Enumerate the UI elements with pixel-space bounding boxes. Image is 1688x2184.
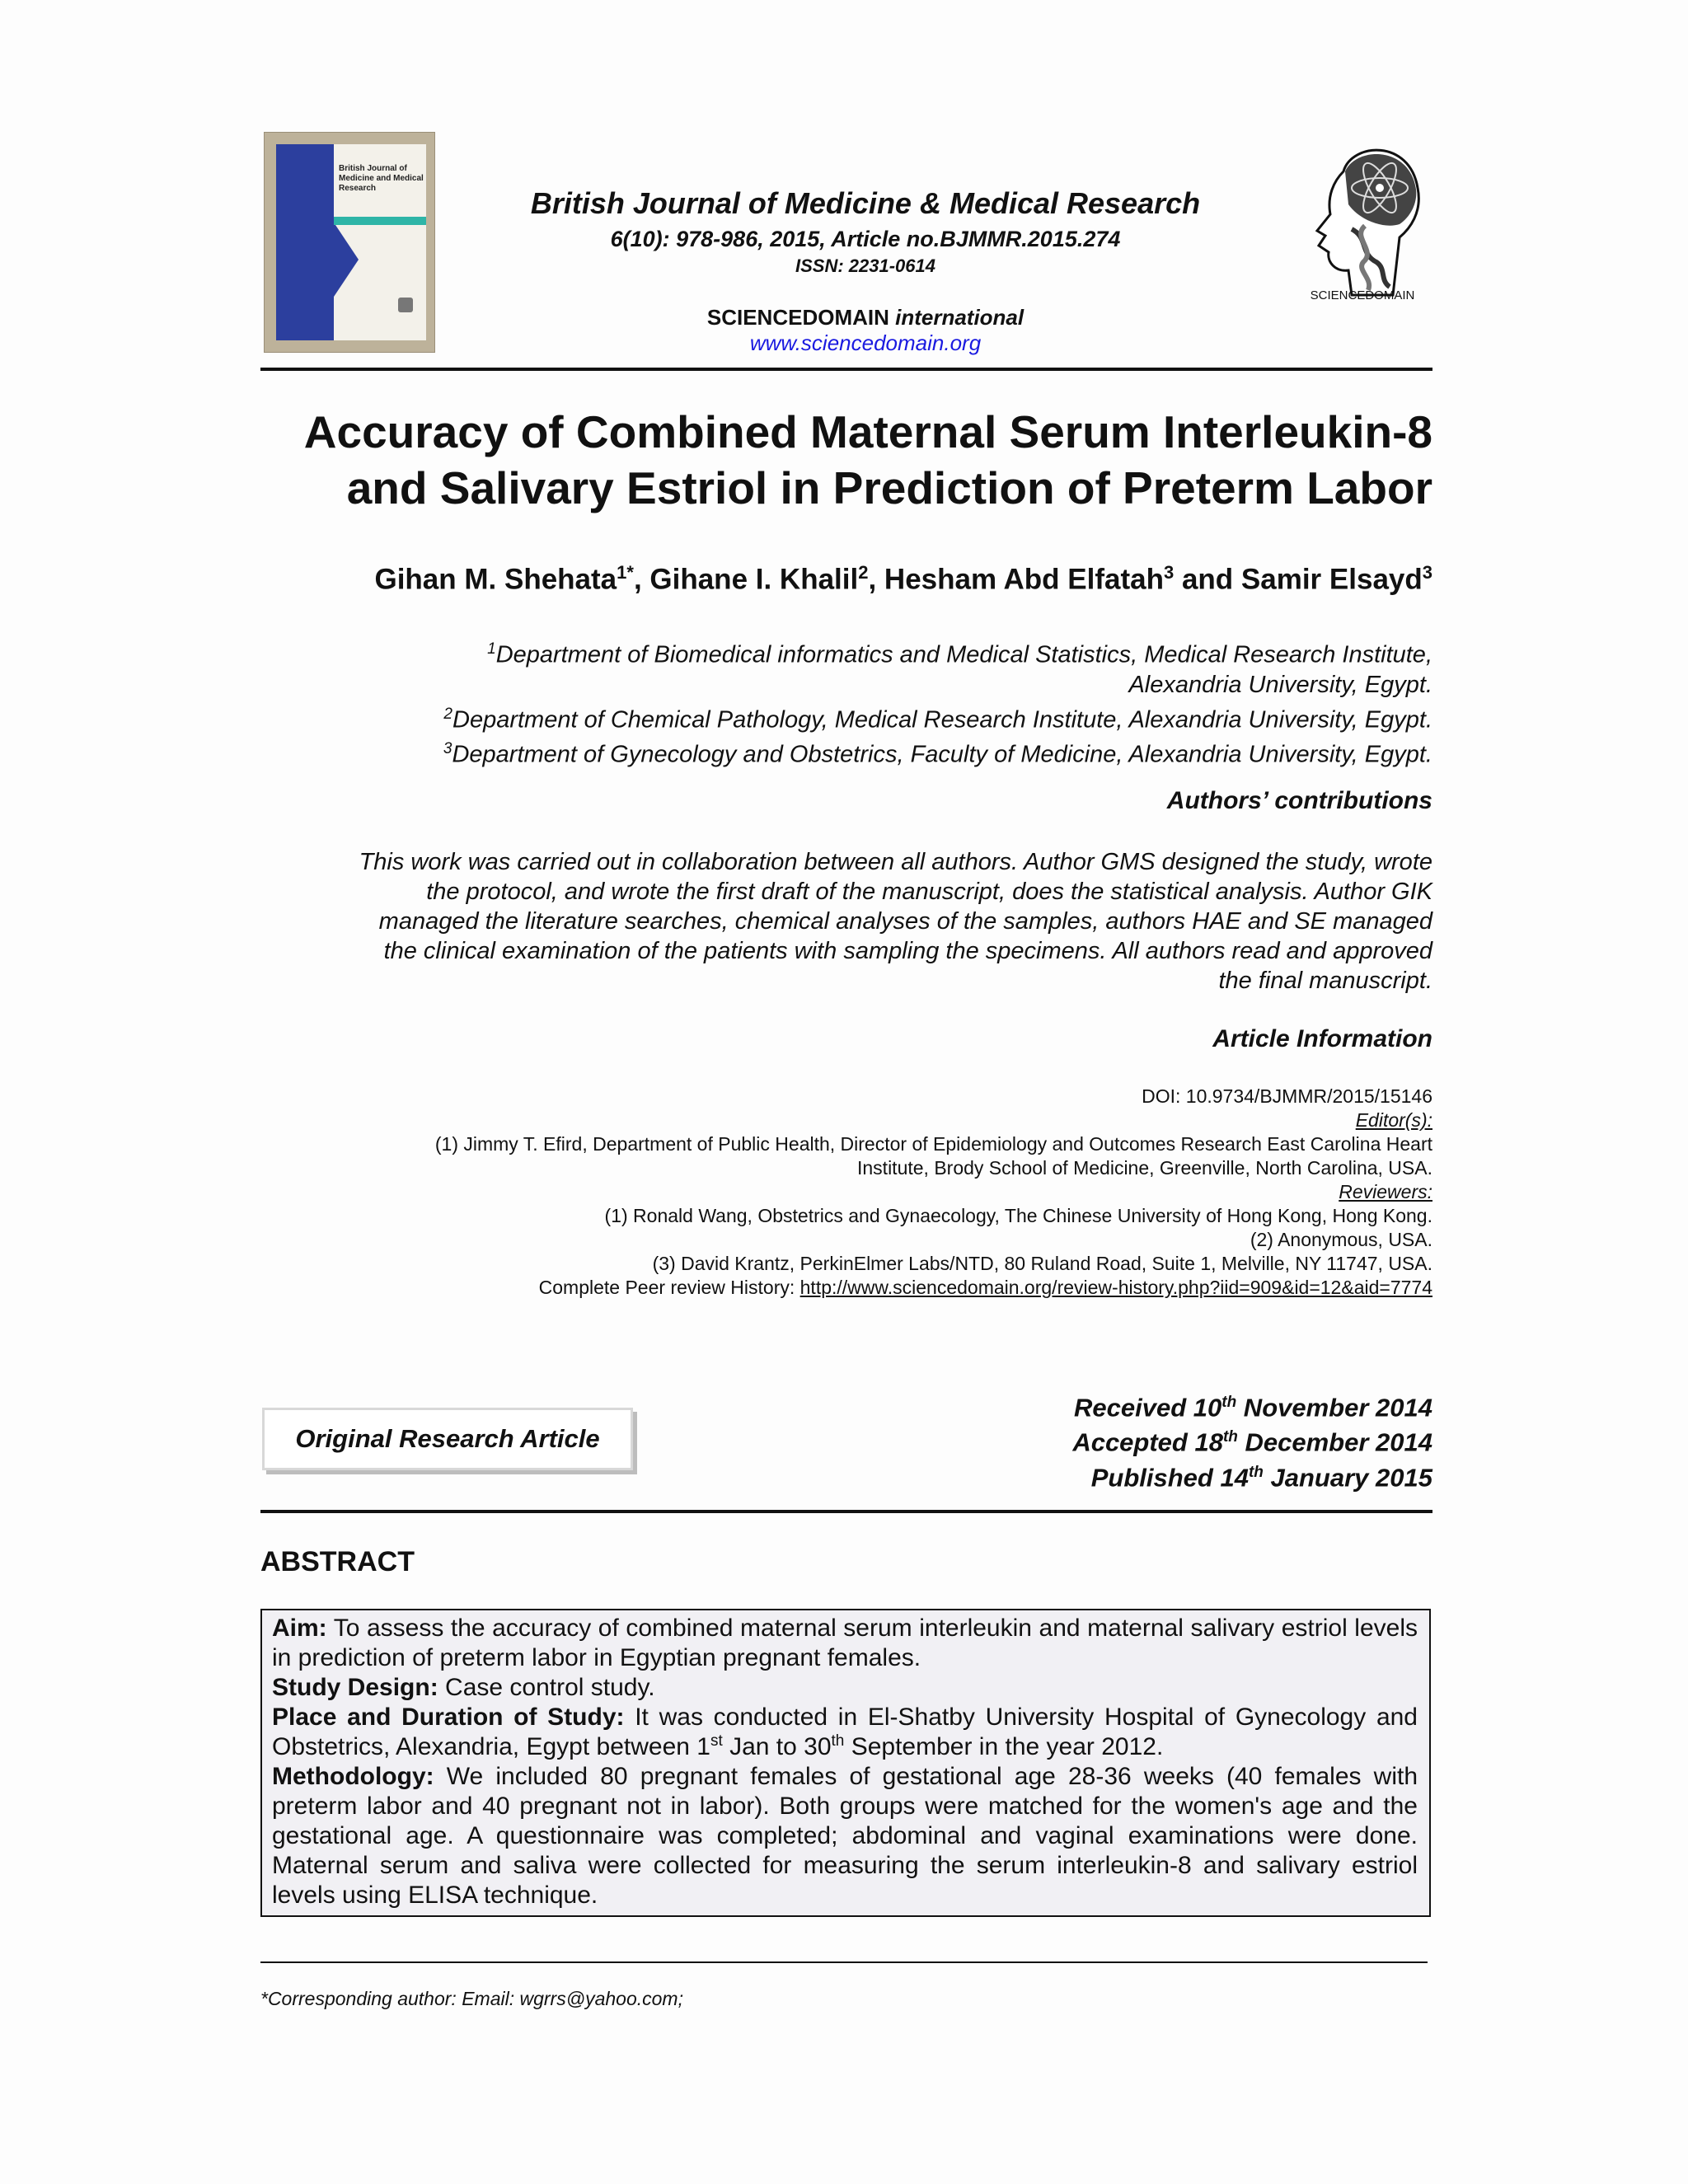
issn: ISSN: 2231-0614 [795, 255, 935, 276]
abstract-place: Place and Duration of Study: It was conducted in El-Shatby University Hospital of Gynecology and Obstetrics, Alexandria, Egypt between 1st Jan to 30th September in the year 2012. [272, 1704, 1418, 1760]
abstract-aim: Aim: To assess the accuracy of combined maternal serum interleukin and maternal salivary estriol levels in prediction of preterm labor in Egyptian pregnant females. [272, 1615, 1418, 1671]
volume-line: 6(10): 978-986, 2015, Article no.BJMMR.2015.274 [610, 227, 1121, 251]
reviewer: (2) Anonymous, USA. [1250, 1229, 1432, 1250]
journal-cover-image [264, 132, 435, 353]
author-list: Gihan M. Shehata$^{1*}$, Gihane I. Khalil$^2$, Hesham Abd Elfatah$^3$ and Samir Elsayd$^3$ [374, 562, 1432, 596]
abstract-heading: ABSTRACT [260, 1546, 415, 1577]
reviewer: (3) David Krantz, PerkinElmer Labs/NTD, 80 Ruland Road, Suite 1, Melville, NY 11747, USA. [652, 1253, 1432, 1274]
journal-title: British Journal of Medicine & Medical Research [530, 186, 1201, 220]
affiliation: $^1$Department of Biomedical informatics and Medical Statistics, Medical Research Institute, Alexandria University, Egypt. $^2$Department of Chemical Pathology, Medical Research Institute, Alexandria University, Egypt. $^3$Department of Gynecology and Obstetrics, Faculty of Medicine, Alexandria University, Egypt. [443, 640, 1432, 768]
article-title: Accuracy of Combined Maternal Serum Interleukin-8 and Salivary Estriol in Prediction of Preterm Labor [303, 406, 1432, 513]
publication-dates [907, 1388, 1432, 1493]
editors-label: Editor(s): [1355, 1109, 1432, 1131]
received-date: Received 10th November 2014 [1074, 1393, 1432, 1422]
review-history: Complete Peer review History: http://www.sciencedomain.org/review-history.php?iid=909&id=12&aid=7774 [538, 1277, 1432, 1298]
reviewer: (1) Ronald Wang, Obstetrics and Gynaecology, The Chinese University of Hong Kong, Hong Kong. [604, 1205, 1432, 1226]
cover-emblem-icon [398, 298, 413, 312]
article-info: DOI: 10.9734/BJMMR/2015/15146 Editor(s): (1) Jimmy T. Efird, Department of Public Health, Director of Epidemiology and Outcomes Research East Carolina Heart Institute, Brody School of Medicine, Greenville, North Carolina, USA. Reviewers: (1) Ronald Wang, Obstetrics and Gynaecology, The Chinese University of Hong Kong, Hong Kong. (2) Anonymous, USA. (3) David Krantz, PerkinElmer Labs/NTD, 80 Ruland Road, Suite 1, Melville, NY 11747, USA. Complete Peer review History: http://www.sciencedomain.org/review-history.php?iid=909&id=12&aid=7774 [260, 1085, 1432, 1300]
author: Samir Elsayd [1240, 563, 1423, 596]
contributions-text: This work was carried out in collaboration between all authors. Author GMS designed the study, wrote the protocol, and wrote the first draft of the manuscript, does the statistical analysis. Author GIK managed the literature searches, chemical analyses of the samples, authors HAE and SE managed the clinical examination of the patients with sampling the specimens. All authors read and approved the final manuscript. [359, 849, 1432, 994]
publisher-url-link[interactable]: www.sciencedomain.org [749, 330, 982, 355]
abstract-design: Study Design: Case control study. [272, 1674, 655, 1701]
cover-title: British Journal of Medicine and Medical Research [339, 164, 424, 193]
author: Hesham Abd Elfatah [884, 563, 1164, 596]
abstract-methodology: Methodology: We included 80 pregnant females of gestational age 28-36 weeks (40 females with preterm labor and 40 pregnant not in labor). Both groups were matched for the women's age and the gestational age. A questionnaire was completed; abdominal and vaginal examinations were done. Maternal serum and saliva were collected for measuring the serum interleukin-8 and salivary estriol levels using ELISA technique. [272, 1763, 1418, 1909]
accepted-date: Accepted 18th December 2014 [1072, 1427, 1432, 1457]
header-rule [260, 368, 1432, 371]
section-rule [260, 1510, 1432, 1513]
article-info-heading: Article Information [1212, 1025, 1432, 1052]
corresponding-author-footnote: *Corresponding author: Email: wgrrs@yahoo.com; [260, 1988, 683, 2009]
contributions-heading: Authors’ contributions [1166, 787, 1432, 814]
abstract-box [260, 1609, 1431, 1917]
footnote-rule [260, 1961, 1428, 1963]
article-type-badge: Original Research Article [262, 1408, 633, 1470]
logo-caption: SCIENCEDOMAIN [1310, 288, 1415, 302]
author: Gihane I. Khalil [649, 563, 859, 596]
review-history-link[interactable]: http://www.sciencedomain.org/review-history.php?iid=909&id=12&aid=7774 [799, 1277, 1432, 1298]
editor: (1) Jimmy T. Efird, Department of Public Health, Director of Epidemiology and Outcomes Research East Carolina Heart [434, 1133, 1432, 1155]
publisher: SCIENCEDOMAIN international [706, 305, 1025, 330]
sciencedomain-head-logo-icon [1294, 138, 1426, 303]
author: Gihan M. Shehata [374, 563, 617, 596]
reviewers-label: Reviewers: [1339, 1181, 1432, 1202]
published-date: Published 14th January 2015 [1090, 1462, 1432, 1492]
doi: DOI: 10.9734/BJMMR/2015/15146 [1142, 1085, 1432, 1107]
